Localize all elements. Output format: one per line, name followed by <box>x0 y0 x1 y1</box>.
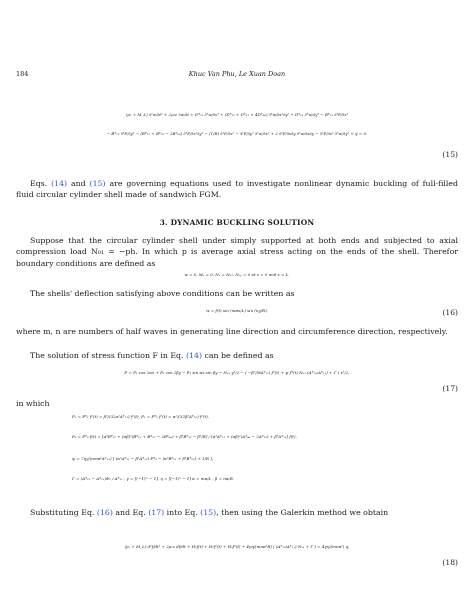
paragraph-4: where m, n are numbers of half waves in generating line direction and circumference direction, respectively. <box>16 327 448 336</box>
paragraph-6: Substituting Eq. (16) and Eq. (17) into Eq. (15), then using the Galerkin method we obtain <box>30 508 389 517</box>
eq15-line1: (ρ₁ + M_L) ∂²w/∂t² + 2ρ₁ε ∂w/∂t + D*₁₁ ∂⁴w/∂x⁴ + (D*₁₂ + D*₂₁ + 4D*₆₆) ∂⁴w/∂x²∂y² + D*₂₂ ∂⁴w/∂y⁴ − B*₂₁ ∂⁴F/∂x⁴ <box>125 112 349 117</box>
definitions-block <box>16 414 458 504</box>
link-eq15[interactable]: (15) <box>89 179 106 188</box>
paragraph-5: The solution of stress function F in Eq. (14) can be defined as <box>30 351 274 360</box>
paragraph-2: Suppose that the circular cylinder shell under simply supported at both ends and subjected to axial compression load N₀₁ = −ph. In which p is average axial stress acting on the ends of the shell. Therefor boundary conditions are defined as <box>16 236 458 268</box>
equation-18 <box>16 540 458 574</box>
eq17-body: F = F₁ cos 2αx + F₂ cos 2βy − F₃ sin αx sin βy − N₀₁ y²/2 − ( −β²/(8A*₁₁) f²(t) + ψ f*(t) N₀₁ (A*₁₂/A*₁₁) + Γ ) x²/2, <box>124 370 350 375</box>
boundary-conditions <box>16 272 458 284</box>
running-header <box>16 70 458 84</box>
equation-16 <box>16 306 458 324</box>
link-eq16[interactable]: (16) <box>96 508 113 517</box>
eq18-number: (18) <box>442 558 458 567</box>
link-eq14-b[interactable]: (14) <box>186 351 203 360</box>
paragraph-3: The shells' deflection satisfying above conditions can be written as <box>30 289 295 298</box>
paragraph-1: Eqs. (14) and (15) are governing equations used to investigate nonlinear dynamic buckling of full-filled fluid circular cylinder shell made of sandwich FGM. <box>16 179 458 200</box>
eq16-number: (16) <box>442 308 458 317</box>
eq18-body: (ρ₁ + M_L) d²f/dt² + 2ρ₁ε df/dt + H₁f(t) + H₂f²(t) + H₃f³(t) + 4γη/(mnπ²R) ( (A*₁₂/A*₁₁) N₀₁ + Γ ) = 4γη/(mnπ²) q, <box>124 544 350 549</box>
link-eq17[interactable]: (17) <box>148 508 165 517</box>
eq15-line2: − B*₁₂ ∂⁴F/∂y⁴ − (B*₁₁ + B*₂₂ − 2B*₆₆) ∂⁴F/∂x²∂y² − (1/R) ∂²F/∂x² − ∂²F/∂y² ∂²w/∂x² + 2 ∂²F/∂x∂y ∂²w/∂x∂y − ∂²F/∂x² ∂²w/∂y² + q = 0. <box>106 131 368 136</box>
bc-equation: w = 0, Mₓ = 0, Nₓ = N₀₁, Nₓᵧ = 0 at x = 0 and x = L. <box>184 272 290 277</box>
eq16-body: w = f(t) sin (mπx/L) sin (ny/R), <box>206 308 268 313</box>
running-authors: Khuc Van Phu, Le Xuan Doan <box>188 70 286 78</box>
def-psi: ψ = 7ηγ/(mnπ²A*₁₁) [ (α²A*₁₁ − β²A*₁₂) F*₃ − (α²B*₂₁ + β²B*₂₂) + 1/R ], <box>72 456 214 461</box>
link-eq14[interactable]: (14) <box>51 179 68 188</box>
def-gamma: Γ = (A*₁₁ − A*₁₂)Φ₂ / A*₁₁ , γ = [(−1)ᵐ − 1], η = [(−1)ⁿ − 1] α = mπ/L , β = nπ/R. <box>72 476 235 481</box>
equation-17 <box>16 368 458 398</box>
link-eq15-b[interactable]: (15) <box>200 508 217 517</box>
page-number: 184 <box>16 70 29 78</box>
def-f3: F₃ = F*₃ f(t) = [α⁴B*₂₁ + (αβ)²(B*₁₁ + B*₂₂ − 2B*₆₆) + β⁴B*₁₂ − β²/R] / [α⁴A*₁₁ + (αβ)²(A*₆₆ − 2A*₁₂) + β⁴A*₂₂] f(t), <box>72 434 297 439</box>
eq17-number: (17) <box>442 384 458 393</box>
eq15-number: (15) <box>442 150 458 159</box>
equation-15 <box>16 112 458 168</box>
in-which-label: in which <box>16 399 50 408</box>
section-heading: 3. DYNAMIC BUCKLING SOLUTION <box>159 218 315 227</box>
def-f1-f2: F₁ = F*₁ f²(t) = β²/(32α²A*₁₁) f²(t), F₂ = F*₂ f²(t) = α²/(32β²A*₂₂) f²(t), <box>72 414 209 419</box>
